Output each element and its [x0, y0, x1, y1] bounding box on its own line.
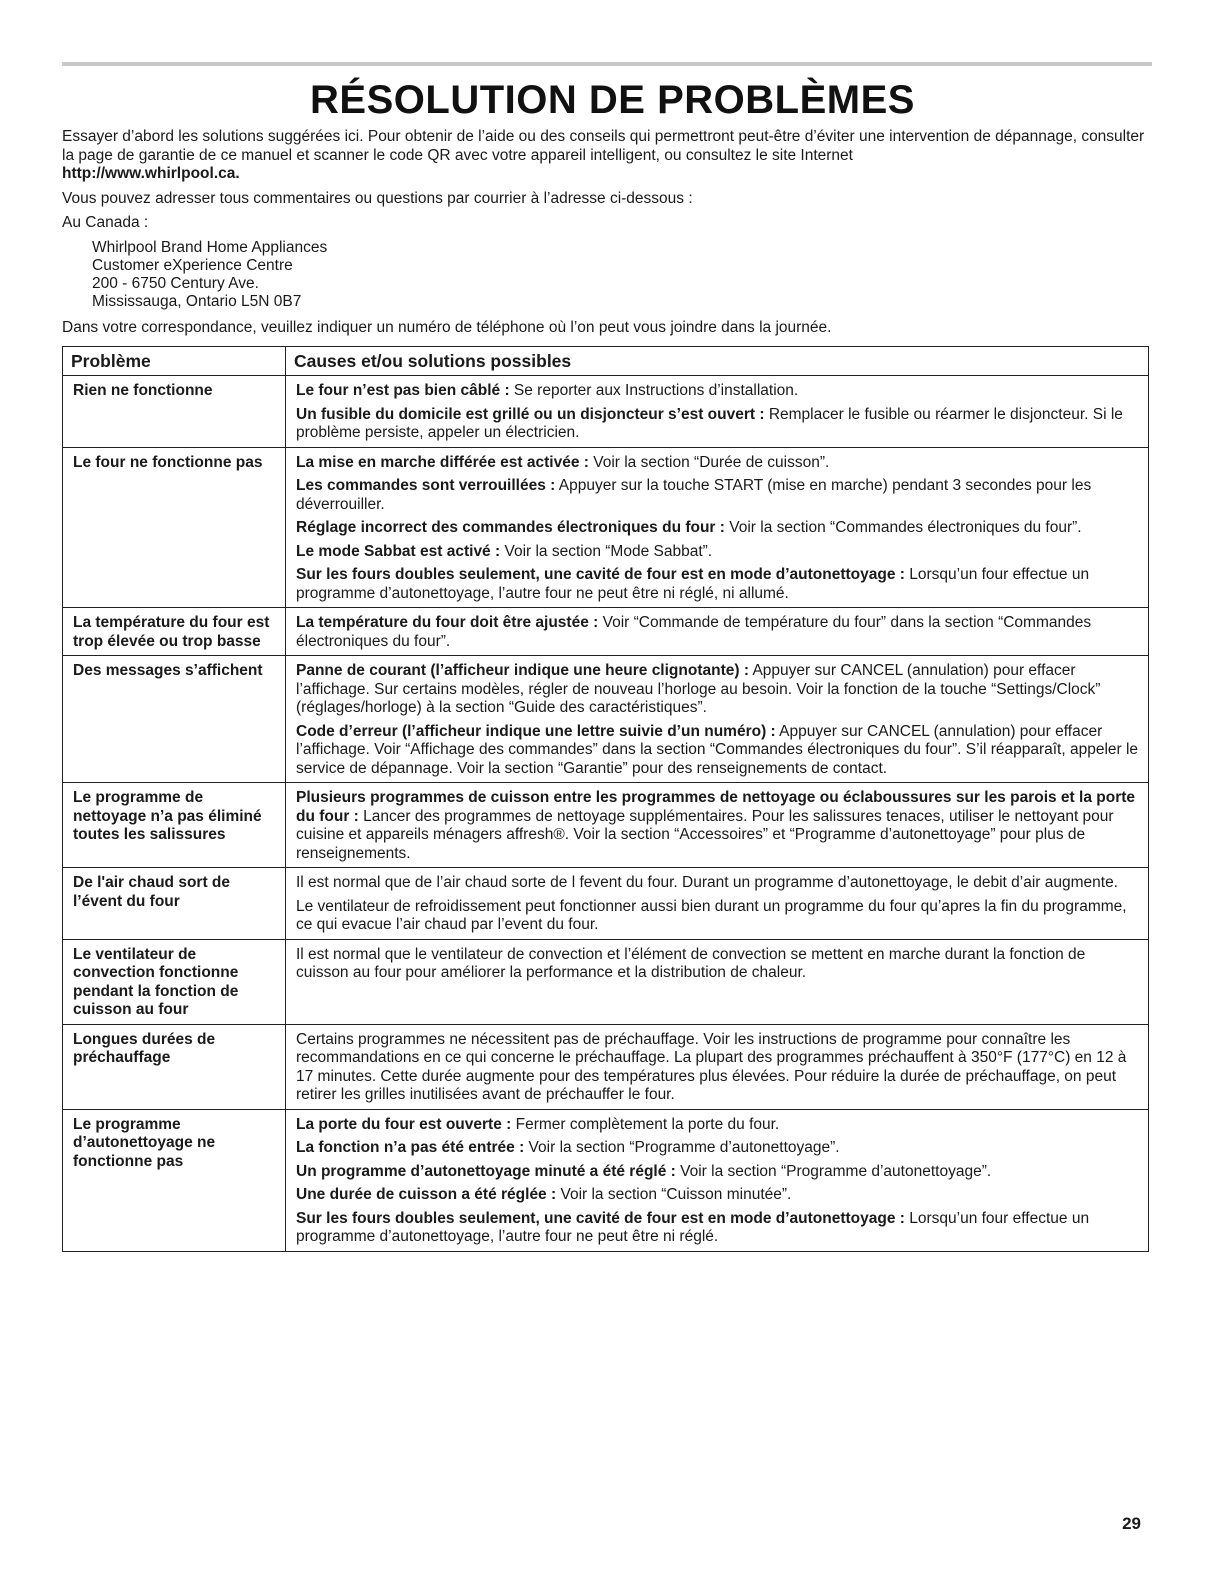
mailing-address: [92, 239, 1152, 311]
page-title: RÉSOLUTION DE PROBLÈMES: [310, 78, 915, 122]
cause-item: [296, 382, 1140, 401]
cause-title: Le mode Sabbat est activé :: [296, 542, 501, 560]
causes-cell: [286, 376, 1149, 448]
causes-cell: [286, 868, 1149, 940]
cause-title: Le four n’est pas bien câblé :: [296, 382, 510, 399]
causes-cell: [286, 1024, 1149, 1109]
cause-title: Plusieurs programmes de cuisson entre les programmes de nettoyage ou éclaboussures sur les parois et la porte du four :: [296, 789, 1136, 825]
table-row: [63, 656, 1149, 783]
cause-title: Les commandes sont verrouillées :: [296, 477, 556, 494]
causes-cell: [286, 1109, 1149, 1251]
cause-item: [296, 406, 1140, 443]
cause-item: [296, 1139, 1140, 1158]
cause-solution: Il est normal que de l’air chaud sorte de l fevent du four. Durant un programme d’autonettoyage, le debit d’air augmente.: [296, 874, 1118, 891]
cause-item: [296, 662, 1140, 718]
table-row: [63, 447, 1149, 608]
cause-title: Une durée de cuisson a été réglée :: [296, 1186, 557, 1203]
cause-solution: Appuyer sur la touche START (mise en marche) pendant 3 secondes pour les déverrouiller.: [296, 477, 1092, 513]
table-row: [63, 1024, 1149, 1109]
intro-paragraph: [62, 128, 1152, 184]
mail-instructions: Vous pouvez adresser tous commentaires ou questions par courrier à l’adresse ci-dessous :: [62, 189, 693, 207]
cause-title: La porte du four est ouverte :: [296, 1115, 512, 1133]
cause-title: Sur les fours doubles seulement, une cavité de four est en mode d’autonettoyage :: [296, 1209, 905, 1227]
cause-item: [296, 1210, 1140, 1247]
correspondence-note: Dans votre correspondance, veuillez indiquer un numéro de téléphone où l’on peut vous joindre dans la journée.: [62, 318, 832, 336]
table-row: [63, 783, 1149, 868]
problem-column-header: Problème: [63, 347, 286, 376]
address-line: Customer eXperience Centre: [92, 256, 293, 274]
intro-section: [62, 128, 1152, 343]
causes-cell: [286, 447, 1149, 608]
cause-item: [296, 898, 1140, 935]
problem-cell: Le four ne fonctionne pas: [63, 447, 286, 608]
top-rule: [62, 62, 1152, 66]
cause-solution: Il est normal que le ventilateur de convection et l’élément de convection se mettent en marche durant la fonction de cuisson au four pour améliorer la performance et la distribution de chaleur.: [296, 945, 1086, 981]
cause-solution: Voir la section “Programme d’autonettoyage”.: [675, 1162, 992, 1180]
cause-item: [296, 477, 1140, 514]
problem-cell: Le programme de nettoyage n’a pas éliminé toutes les salissures: [63, 783, 286, 868]
country-label: Au Canada :: [62, 214, 149, 231]
cause-item: [296, 1186, 1140, 1205]
cause-item: [296, 519, 1140, 538]
cause-title: Code d’erreur (l’afficheur indique une lettre suivie d’un numéro) :: [296, 722, 776, 740]
cause-solution: Appuyer sur CANCEL (annulation) pour effacer l’affichage. Voir “Affichage des commandes” dans la section “Commandes électroniques du four”. S’il réapparaît, appeler le service de dépannage. Voir la section “Garantie” pour des renseignements de contact.: [296, 722, 1139, 777]
cause-item: [296, 1116, 1140, 1135]
causes-cell: [286, 939, 1149, 1024]
problem-cell: Le ventilateur de convection fonctionne pendant la fonction de cuisson au four: [63, 939, 286, 1024]
causes-column-header: Causes et/ou solutions possibles: [286, 347, 1149, 376]
problem-cell: De l'air chaud sort de l’évent du four: [63, 868, 286, 940]
cause-solution: Remplacer le fusible ou réarmer le disjoncteur. Si le problème persiste, appeler un électricien.: [296, 405, 1123, 441]
cause-title: Sur les fours doubles seulement, une cavité de four est en mode d’autonettoyage :: [296, 566, 905, 583]
cause-solution: Voir “Commande de température du four” dans la section “Commandes électroniques du four”.: [296, 614, 1092, 650]
cause-item: [296, 723, 1140, 779]
cause-solution: Appuyer sur CANCEL (annulation) pour effacer l’affichage. Sur certains modèles, régler de nouveau l’horloge au besoin. Voir la fonction de la touche “Settings/Clock” (réglages/horloge) à la section “Guide des caractéristiques”.: [296, 662, 1101, 716]
cause-solution: Voir la section “Commandes électroniques du four”.: [724, 519, 1082, 536]
cause-solution: Lorsqu’un four effectue un programme d’autonettoyage, l’autre four ne peut être ni réglé, ni allumé.: [296, 566, 1090, 602]
cause-solution: Le ventilateur de refroidissement peut fonctionner aussi bien durant un programme du four qu’apres la fin du programme, ce qui evacue l’air chaud par l’event du four.: [296, 897, 1127, 933]
address-line: 200 - 6750 Century Ave.: [92, 274, 259, 292]
cause-solution: Lancer des programmes de nettoyage supplémentaires. Pour les salissures tenaces, utiliser le nettoyant pour cuisine et appareils ménagers affresh®. Voir la section “Accessoires” et “Programme d’autonettoyage” pour plus de renseignements.: [296, 807, 1114, 862]
cause-item: [296, 874, 1140, 893]
cause-solution: Lorsqu’un four effectue un programme d’autonettoyage, l’autre four ne peut être ni réglé.: [296, 1209, 1090, 1245]
website-link[interactable]: http://www.whirlpool.ca.: [62, 165, 240, 182]
address-line: Whirlpool Brand Home Appliances: [92, 238, 328, 256]
cause-title: Réglage incorrect des commandes électroniques du four :: [296, 519, 725, 536]
table-row: [63, 939, 1149, 1024]
cause-title: Un programme d’autonettoyage minuté a été réglé :: [296, 1162, 676, 1180]
table-row: [63, 608, 1149, 656]
table-header-row: [63, 347, 1149, 376]
cause-solution: Se reporter aux Instructions d’installation.: [509, 382, 799, 399]
table-row: [63, 1109, 1149, 1251]
table-row: [63, 868, 1149, 940]
cause-title: Panne de courant (l’afficheur indique une heure clignotante) :: [296, 662, 749, 679]
cause-title: Un fusible du domicile est grillé ou un disjoncteur s’est ouvert :: [296, 405, 765, 423]
cause-item: [296, 566, 1140, 603]
cause-title: La fonction n’a pas été entrée :: [296, 1139, 525, 1156]
cause-item: [296, 543, 1140, 562]
troubleshooting-table: [62, 346, 1149, 1252]
problem-cell: Rien ne fonctionne: [63, 376, 286, 448]
cause-title: La mise en marche différée est activée :: [296, 453, 589, 471]
causes-cell: [286, 783, 1149, 868]
cause-solution: Fermer complètement la porte du four.: [511, 1115, 780, 1133]
cause-title: La température du four doit être ajustée :: [296, 614, 599, 631]
cause-item: [296, 1163, 1140, 1182]
cause-solution: Voir la section “Cuisson minutée”.: [556, 1186, 792, 1203]
problem-cell: La température du four est trop élevée ou trop basse: [63, 608, 286, 656]
cause-solution: Voir la section “Mode Sabbat”.: [500, 542, 713, 560]
problem-cell: Le programme d’autonettoyage ne fonctionne pas: [63, 1109, 286, 1251]
cause-item: [296, 614, 1140, 651]
cause-item: [296, 946, 1140, 983]
cause-solution: Voir la section “Programme d’autonettoyage”.: [524, 1139, 840, 1156]
cause-item: [296, 1031, 1140, 1105]
table-body: [63, 376, 1149, 1252]
cause-solution: Voir la section “Durée de cuisson”.: [588, 453, 830, 471]
cause-solution: Certains programmes ne nécessitent pas de préchauffage. Voir les instructions de programme pour connaître les recommandations en ce qui concerne le préchauffage. La plupart des programmes préchauffent à 350°F (177°C) en 12 à 17 minutes. Cette durée augmente pour des températures plus élevées. Pour réduire la durée de préchauffage, on peut retirer les grilles inutilisées avant de préchauffer le four.: [296, 1030, 1127, 1103]
intro-text: Essayer d’abord les solutions suggérées ici. Pour obtenir de l’aide ou des conseils qui permettront peut-être d’éviter une intervention de dépannage, consulter la page de garantie de ce manuel et scanner le code QR avec votre appareil intelligent, ou consultez le site Internet: [62, 128, 1145, 164]
page-number: 29: [1122, 1514, 1141, 1533]
problem-cell: Des messages s’affichent: [63, 656, 286, 783]
cause-item: [296, 789, 1140, 863]
cause-item: [296, 454, 1140, 473]
address-line: Mississauga, Ontario L5N 0B7: [92, 292, 302, 310]
problem-cell: Longues durées de préchauffage: [63, 1024, 286, 1109]
causes-cell: [286, 608, 1149, 656]
causes-cell: [286, 656, 1149, 783]
table-row: [63, 376, 1149, 448]
